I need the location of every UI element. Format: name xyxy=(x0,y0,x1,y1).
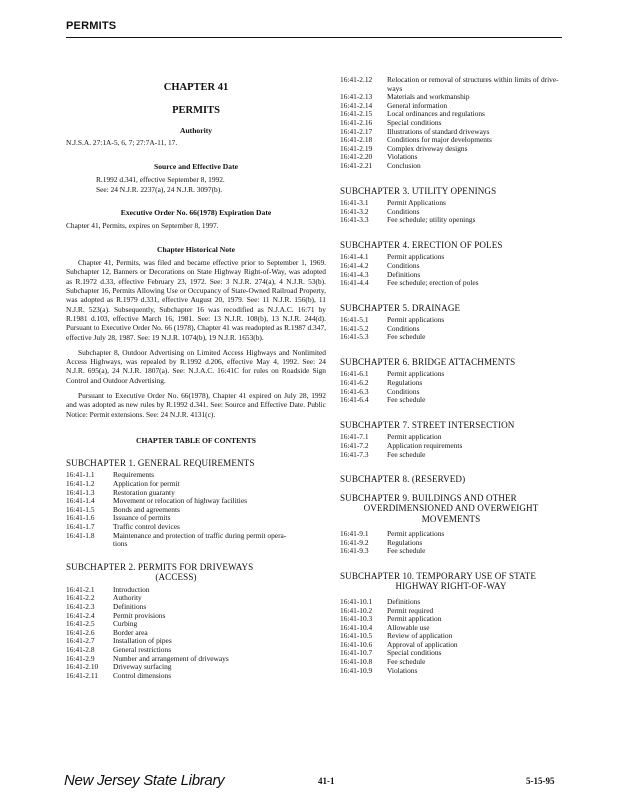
authority-heading: Authority xyxy=(179,126,213,135)
authority-text: N.J.S.A. 27:1A-5, 6, 7; 27:7A-11, 17. xyxy=(66,138,178,147)
subchapter-5-list xyxy=(340,316,562,342)
list-item: 16:41-1.2 Application for permit xyxy=(66,479,180,489)
list-item: 16:41-2.7 Installation of pipes xyxy=(66,636,172,646)
subchapter-10-list xyxy=(340,598,562,675)
list-item: 16:41-4.1 Permit applications xyxy=(340,252,445,262)
subchapter-6-list xyxy=(340,370,562,404)
list-item-continuation: ways xyxy=(387,83,403,93)
subchapter-2-heading-cont: (ACCESS) xyxy=(155,572,197,583)
list-item: 16:41-9.2 Regulations xyxy=(340,537,423,547)
history-paragraph-2: Subchapter 8, Outdoor Advertising on Limited Access Highways and Nonlimited Access Highways, was repealed by R.1992 d.206, effective May 4, 1992. See: 24 N.J.R. 695(a), 24 N.J.R. 1807(a). See: N.J.A.C. 16:41C for rules on Roadside Sign Control and Outdoor Advertising. xyxy=(66,347,326,385)
list-item: 16:41-2.15 Local ordinances and regulations xyxy=(340,109,485,119)
chapter-number: CHAPTER 41 xyxy=(163,82,229,93)
page-number: 41-1 xyxy=(318,776,335,786)
list-item: 16:41-5.3 Fee schedule xyxy=(340,332,426,342)
subchapter-9-heading: SUBCHAPTER 9. BUILDINGS AND OTHER xyxy=(340,492,517,503)
subchapter-4-list xyxy=(340,253,562,287)
list-item: 16:41-2.2 Authority xyxy=(66,593,142,603)
list-item: 16:41-2.17 Illustrations of standard driveways xyxy=(340,126,490,136)
list-item: 16:41-5.2 Conditions xyxy=(340,323,420,333)
list-item: 16:41-9.1 Permit applications xyxy=(340,529,445,539)
running-head: PERMITS xyxy=(66,20,117,32)
library-watermark: New Jersey State Library xyxy=(64,772,225,789)
list-item: 16:41-6.1 Permit applications xyxy=(340,369,445,379)
list-item: 16:41-2.12 Relocation or removal of structures within limits of drive- xyxy=(340,75,559,84)
list-item: 16:41-1.8 Maintenance and protection of traffic during permit opera- xyxy=(66,530,287,540)
header-rule xyxy=(66,37,562,38)
list-item: 16:41-2.8 General restrictions xyxy=(66,644,172,654)
subchapter-10-heading: SUBCHAPTER 10. TEMPORARY USE OF STATE xyxy=(340,570,536,581)
executive-order-heading: Executive Order No. 66(1978) Expiration Date xyxy=(120,207,272,217)
list-item: 16:41-6.3 Conditions xyxy=(340,386,420,396)
list-item: 16:41-2.21 Conclusion xyxy=(340,160,421,170)
page-date: 5-15-95 xyxy=(526,776,555,786)
list-item: 16:41-3.3 Fee schedule; utility openings xyxy=(340,215,476,225)
chapter-title: PERMITS xyxy=(172,105,220,116)
subchapter-6-heading: SUBCHAPTER 6. BRIDGE ATTACHMENTS xyxy=(340,356,516,367)
list-item: 16:41-7.3 Fee schedule xyxy=(340,449,426,459)
list-item: 16:41-10.2 Permit required xyxy=(340,605,434,615)
source-heading: Source and Effective Date xyxy=(153,162,238,172)
list-item: 16:41-2.10 Driveway surfacing xyxy=(66,662,172,672)
list-item: 16:41-1.6 Issuance of permits xyxy=(66,513,171,523)
list-item: 16:41-3.1 Permit Applications xyxy=(340,198,446,208)
list-item: 16:41-6.2 Regulations xyxy=(340,378,423,388)
subchapter-3-list xyxy=(340,199,562,225)
history-paragraph-1: Chapter 41, Permits, was filed and became effective prior to September 1, 1969. Subchapter 12, Banners or Decorations on State Highway Right-of-Way, was adopted as R.1972 d.33, effective February 23, 1972. See: 3 N.J.R. 274(a), 4 N.J.R. 53(b). Subchapter 16, Permits Allowing Use or Occupancy of State-Owned Railroad Property, was adopted as R.1979 d.331, effective August 20, 1979. See: 11 N.J.R. 156(b), 11 N.J.R. 523(a). Subsequently, Subchapter 16 was recodified as N.J.A.C. 16:71 by R.1981 d.103, effective March 16, 1981. See: 13 N.J.R. 108(b), 13 N.J.R. 244(d). Pursuant to Executive Order No. 66 (1978), Chapter 41 was readopted as R.1987 d.347, effective July 28, 1987. See: 19 N.J.R. 1074(b), 19 N.J.R. 1653(b). xyxy=(66,258,326,342)
subchapter-5-heading: SUBCHAPTER 5. DRAINAGE xyxy=(340,302,461,313)
subchapter-10-heading-cont: HIGHWAY RIGHT-OF-WAY xyxy=(395,581,507,592)
list-item: 16:41-2.11 Control dimensions xyxy=(66,670,172,680)
subchapter-4-heading: SUBCHAPTER 4. ERECTION OF POLES xyxy=(340,239,503,250)
list-item: 16:41-2.6 Border area xyxy=(66,627,148,637)
list-item: 16:41-4.2 Conditions xyxy=(340,260,420,270)
subchapter-7-list xyxy=(340,433,562,459)
list-item: 16:41-2.5 Curbing xyxy=(66,619,138,629)
subchapter-9-list xyxy=(340,530,562,556)
list-item: 16:41-1.3 Restoration guaranty xyxy=(66,487,175,497)
list-item: 16:41-2.18 Conditions for major developments xyxy=(340,135,492,145)
list-item: 16:41-10.7 Special conditions xyxy=(340,648,442,658)
subchapter-2-list-continued xyxy=(340,76,562,171)
list-item: 16:41-10.1 Definitions xyxy=(340,596,421,606)
list-item: 16:41-2.1 Introduction xyxy=(66,584,150,594)
list-item: 16:41-10.9 Violations xyxy=(340,665,418,675)
list-item: 16:41-7.1 Permit application xyxy=(340,432,442,442)
subchapter-9-heading-cont-2: MOVEMENTS xyxy=(421,513,481,524)
source-text-2: See: 24 N.J.R. 2237(a), 24 N.J.R. 3097(b). xyxy=(96,184,223,194)
subchapter-2-list xyxy=(66,586,326,681)
source-text-1: R.1992 d.341, effective September 8, 1992. xyxy=(96,175,225,185)
list-item: 16:41-10.8 Fee schedule xyxy=(340,657,426,667)
list-item: 16:41-10.3 Permit application xyxy=(340,614,442,624)
subchapter-8-heading: SUBCHAPTER 8. (RESERVED) xyxy=(340,474,466,485)
list-item: 16:41-2.9 Number and arrangement of driveways xyxy=(66,653,229,663)
list-item: 16:41-10.5 Review of application xyxy=(340,631,453,641)
list-item: 16:41-1.4 Movement or relocation of highway facilities xyxy=(66,496,248,506)
list-item: 16:41-6.4 Fee schedule xyxy=(340,395,426,405)
list-item: 16:41-3.2 Conditions xyxy=(340,206,420,216)
list-item: 16:41-10.4 Allowable use xyxy=(340,622,430,632)
list-item: 16:41-2.19 Complex driveway designs xyxy=(340,143,468,153)
list-item: 16:41-2.3 Definitions xyxy=(66,601,147,611)
list-item: 16:41-2.4 Permit provisions xyxy=(66,610,166,620)
list-item: 16:41-2.20 Violations xyxy=(340,152,418,162)
executive-order-text: Chapter 41, Permits, expires on September 8, 1997. xyxy=(66,220,219,230)
list-item-continuation: tions xyxy=(113,539,128,549)
list-item: 16:41-9.3 Fee schedule xyxy=(340,546,426,556)
left-column xyxy=(66,72,326,680)
subchapter-1-list xyxy=(66,471,326,548)
history-paragraph-3: Pursuant to Executive Order No. 66(1978), Chapter 41 expired on July 28, 1992 and was adopted as new rules by R.1992 d.341. See: Source and Effective Date. Public Notice: Permit extensions. See: 24 N.J.R. 4131(c). xyxy=(66,391,326,419)
list-item: 16:41-4.4 Fee schedule; erection of poles xyxy=(340,278,479,288)
right-column xyxy=(340,76,562,675)
subchapter-1-heading: SUBCHAPTER 1. GENERAL REQUIREMENTS xyxy=(66,457,255,468)
list-item: 16:41-5.1 Permit applications xyxy=(340,315,445,325)
subchapter-2-heading: SUBCHAPTER 2. PERMITS FOR DRIVEWAYS xyxy=(66,561,254,572)
subchapter-3-heading: SUBCHAPTER 3. UTILITY OPENINGS xyxy=(340,185,497,196)
history-heading: Chapter Historical Note xyxy=(157,245,235,255)
list-item: 16:41-7.2 Application requirements xyxy=(340,440,463,450)
list-item: 16:41-2.16 Special conditions xyxy=(340,117,442,127)
subchapter-7-heading: SUBCHAPTER 7. STREET INTERSECTION xyxy=(340,419,515,430)
list-item: 16:41-1.1 Requirements xyxy=(66,470,155,480)
toc-heading: CHAPTER TABLE OF CONTENTS xyxy=(136,435,256,445)
list-item: 16:41-2.14 General information xyxy=(340,100,448,110)
list-item: 16:41-2.13 Materials and workmanship xyxy=(340,92,470,102)
list-item: 16:41-1.5 Bonds and agreements xyxy=(66,504,180,514)
subchapter-9-heading-cont: OVERDIMENSIONED AND OVERWEIGHT xyxy=(363,503,539,514)
list-item: 16:41-4.3 Definitions xyxy=(340,269,421,279)
list-item: 16:41-10.6 Approval of application xyxy=(340,639,458,649)
list-item: 16:41-1.7 Traffic control devices xyxy=(66,522,180,531)
